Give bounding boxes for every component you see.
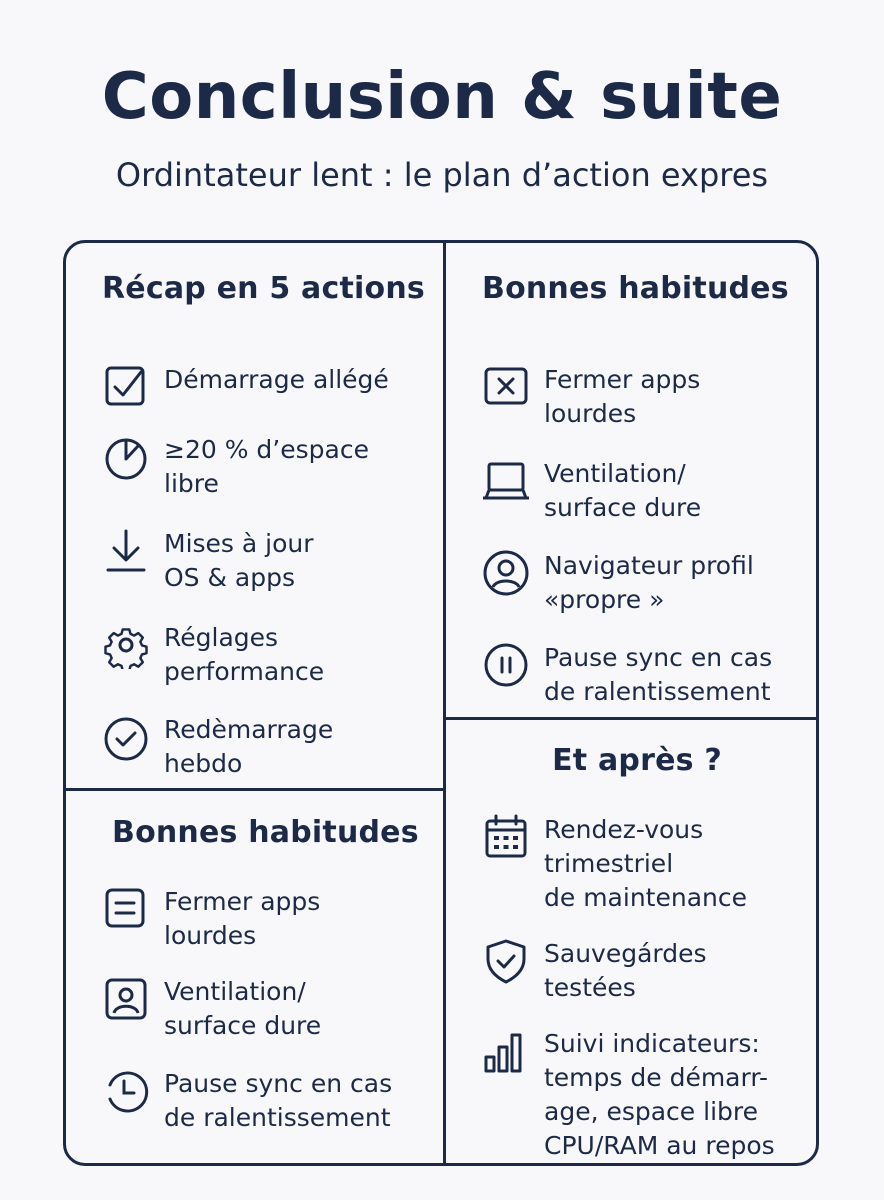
list-item [102,975,321,1043]
habits-bottom-title: Bonnes habitudes [112,815,419,850]
item-label: Sauvegárdes testées [544,939,707,1002]
user-square-icon [102,975,150,1023]
item-label: Réglages performance [164,623,325,686]
item-label: Fermer apps lourdes [544,365,701,428]
list-item [482,937,707,1005]
list-item [482,457,701,525]
left-horizontal-divider [66,788,444,791]
page-subtitle: Ordintateur lent : le plan d’action expres [115,156,769,194]
list-item [482,813,747,915]
recap-section [102,271,432,778]
pause-circle-icon [482,641,530,689]
list-item [102,527,314,595]
item-label: Suivi indicateurs: temps de démarr- age, espace libre CPU/RAM au repos [544,1029,775,1160]
shield-check-icon [482,937,530,985]
vertical-divider [443,243,446,1163]
summary-card [63,240,819,1166]
item-label: Redèmarrage hebdo [164,715,334,778]
list-item [102,885,320,953]
list-item [102,1067,392,1135]
item-label: Ventilation/ surface dure [544,459,702,522]
habits-top-section [482,271,812,711]
item-label: Navigateur profil «propre » [544,551,754,614]
list-square-icon [102,885,150,933]
item-label: ≥20 % d’espace libre [164,435,369,498]
list-item [482,363,700,431]
next-section [482,743,812,1163]
list-item [102,363,389,411]
item-label: Rendez-vous trimestriel de maintenance [544,815,747,912]
habits-top-title: Bonnes habitudes [482,271,789,306]
list-item [482,549,754,617]
gear-icon [102,621,150,669]
list-item [102,713,333,781]
right-horizontal-divider [444,717,816,720]
item-label: Pause sync en cas de ralentissement [164,1069,393,1132]
list-item [102,621,324,689]
download-icon [102,527,150,575]
item-label: Fermer apps lourdes [164,887,321,950]
user-circle-icon [482,549,530,597]
list-item [482,1027,775,1163]
recap-title: Récap en 5 actions [102,271,425,306]
laptop-icon [482,457,530,505]
habits-bottom-section [102,815,432,1155]
close-square-icon [482,363,530,411]
bar-chart-icon [482,1027,530,1075]
page-title: Conclusion & suite [101,60,783,134]
clock-icon [102,1067,150,1115]
item-label: Démarrage allégé [164,365,389,394]
item-label: Mises à jour OS & apps [164,529,314,592]
list-item [482,641,772,709]
pie-chart-icon [102,433,150,481]
next-title: Et après ? [552,743,722,778]
checkbox-icon [102,363,150,411]
item-label: Ventilation/ surface dure [164,977,322,1040]
check-circle-icon [102,713,150,761]
list-item [102,433,369,501]
calendar-icon [482,813,530,861]
item-label: Pause sync en cas de ralentissement [544,643,773,706]
